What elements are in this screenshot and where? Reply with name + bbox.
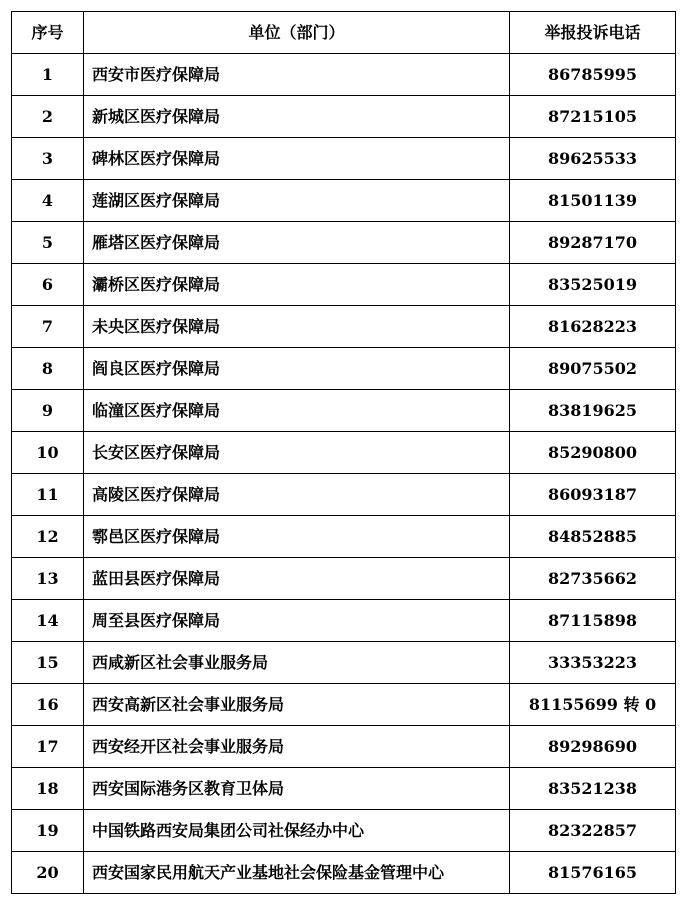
- table-row: [12, 54, 676, 96]
- row-unit: 阎良区医疗保障局: [84, 348, 510, 390]
- row-index: 20: [12, 852, 84, 894]
- row-phone: 86785995: [510, 54, 676, 96]
- hotline-table-container: [11, 11, 675, 894]
- row-unit: 鄠邑区医疗保障局: [84, 516, 510, 558]
- row-unit: 新城区医疗保障局: [84, 96, 510, 138]
- row-unit: 蓝田县医疗保障局: [84, 558, 510, 600]
- header-unit: 单位（部门）: [84, 12, 510, 54]
- row-unit: 碑林区医疗保障局: [84, 138, 510, 180]
- row-index: 14: [12, 600, 84, 642]
- table-row: [12, 726, 676, 768]
- row-unit: 西安国际港务区教育卫体局: [84, 768, 510, 810]
- table-row: [12, 810, 676, 852]
- row-phone: 87115898: [510, 600, 676, 642]
- row-index: 2: [12, 96, 84, 138]
- row-unit: 周至县医疗保障局: [84, 600, 510, 642]
- table-row: [12, 306, 676, 348]
- row-unit: 灞桥区医疗保障局: [84, 264, 510, 306]
- row-index: 7: [12, 306, 84, 348]
- row-phone: 89298690: [510, 726, 676, 768]
- table-row: [12, 768, 676, 810]
- table-row: [12, 516, 676, 558]
- row-phone: 89075502: [510, 348, 676, 390]
- table-row: [12, 852, 676, 894]
- header-index: 序号: [12, 12, 84, 54]
- row-phone: 83819625: [510, 390, 676, 432]
- row-phone: 81501139: [510, 180, 676, 222]
- table-row: [12, 642, 676, 684]
- row-index: 19: [12, 810, 84, 852]
- row-unit: 雁塔区医疗保障局: [84, 222, 510, 264]
- row-unit: 莲湖区医疗保障局: [84, 180, 510, 222]
- row-index: 9: [12, 390, 84, 432]
- row-unit: 西安市医疗保障局: [84, 54, 510, 96]
- table-row: [12, 474, 676, 516]
- row-index: 11: [12, 474, 84, 516]
- table-row: [12, 600, 676, 642]
- row-unit: 高陵区医疗保障局: [84, 474, 510, 516]
- row-index: 16: [12, 684, 84, 726]
- table-row: [12, 222, 676, 264]
- hotline-table: [11, 11, 676, 894]
- row-phone: 83525019: [510, 264, 676, 306]
- table-row: [12, 138, 676, 180]
- table-header-row: [12, 12, 676, 54]
- row-index: 6: [12, 264, 84, 306]
- row-phone: 87215105: [510, 96, 676, 138]
- table-row: [12, 558, 676, 600]
- table-row: [12, 96, 676, 138]
- row-phone: 82735662: [510, 558, 676, 600]
- row-index: 18: [12, 768, 84, 810]
- row-index: 17: [12, 726, 84, 768]
- row-phone: 81155699 转 0: [510, 684, 676, 726]
- row-phone: 81628223: [510, 306, 676, 348]
- table-row: [12, 264, 676, 306]
- row-index: 15: [12, 642, 84, 684]
- row-unit: 西咸新区社会事业服务局: [84, 642, 510, 684]
- row-unit: 中国铁路西安局集团公司社保经办中心: [84, 810, 510, 852]
- row-phone: 89287170: [510, 222, 676, 264]
- table-body: [12, 54, 676, 894]
- row-phone: 82322857: [510, 810, 676, 852]
- row-index: 4: [12, 180, 84, 222]
- row-phone: 83521238: [510, 768, 676, 810]
- row-unit: 西安高新区社会事业服务局: [84, 684, 510, 726]
- row-index: 8: [12, 348, 84, 390]
- row-unit: 西安国家民用航天产业基地社会保险基金管理中心: [84, 852, 510, 894]
- row-unit: 临潼区医疗保障局: [84, 390, 510, 432]
- table-row: [12, 684, 676, 726]
- row-phone: 89625533: [510, 138, 676, 180]
- table-row: [12, 432, 676, 474]
- table-row: [12, 390, 676, 432]
- row-phone: 81576165: [510, 852, 676, 894]
- row-index: 12: [12, 516, 84, 558]
- table-row: [12, 348, 676, 390]
- row-index: 1: [12, 54, 84, 96]
- row-phone: 85290800: [510, 432, 676, 474]
- table-row: [12, 180, 676, 222]
- row-index: 3: [12, 138, 84, 180]
- row-index: 10: [12, 432, 84, 474]
- row-phone: 33353223: [510, 642, 676, 684]
- header-phone: 举报投诉电话: [510, 12, 676, 54]
- row-unit: 长安区医疗保障局: [84, 432, 510, 474]
- row-unit: 西安经开区社会事业服务局: [84, 726, 510, 768]
- row-unit: 未央区医疗保障局: [84, 306, 510, 348]
- row-phone: 84852885: [510, 516, 676, 558]
- row-index: 13: [12, 558, 84, 600]
- row-phone: 86093187: [510, 474, 676, 516]
- row-index: 5: [12, 222, 84, 264]
